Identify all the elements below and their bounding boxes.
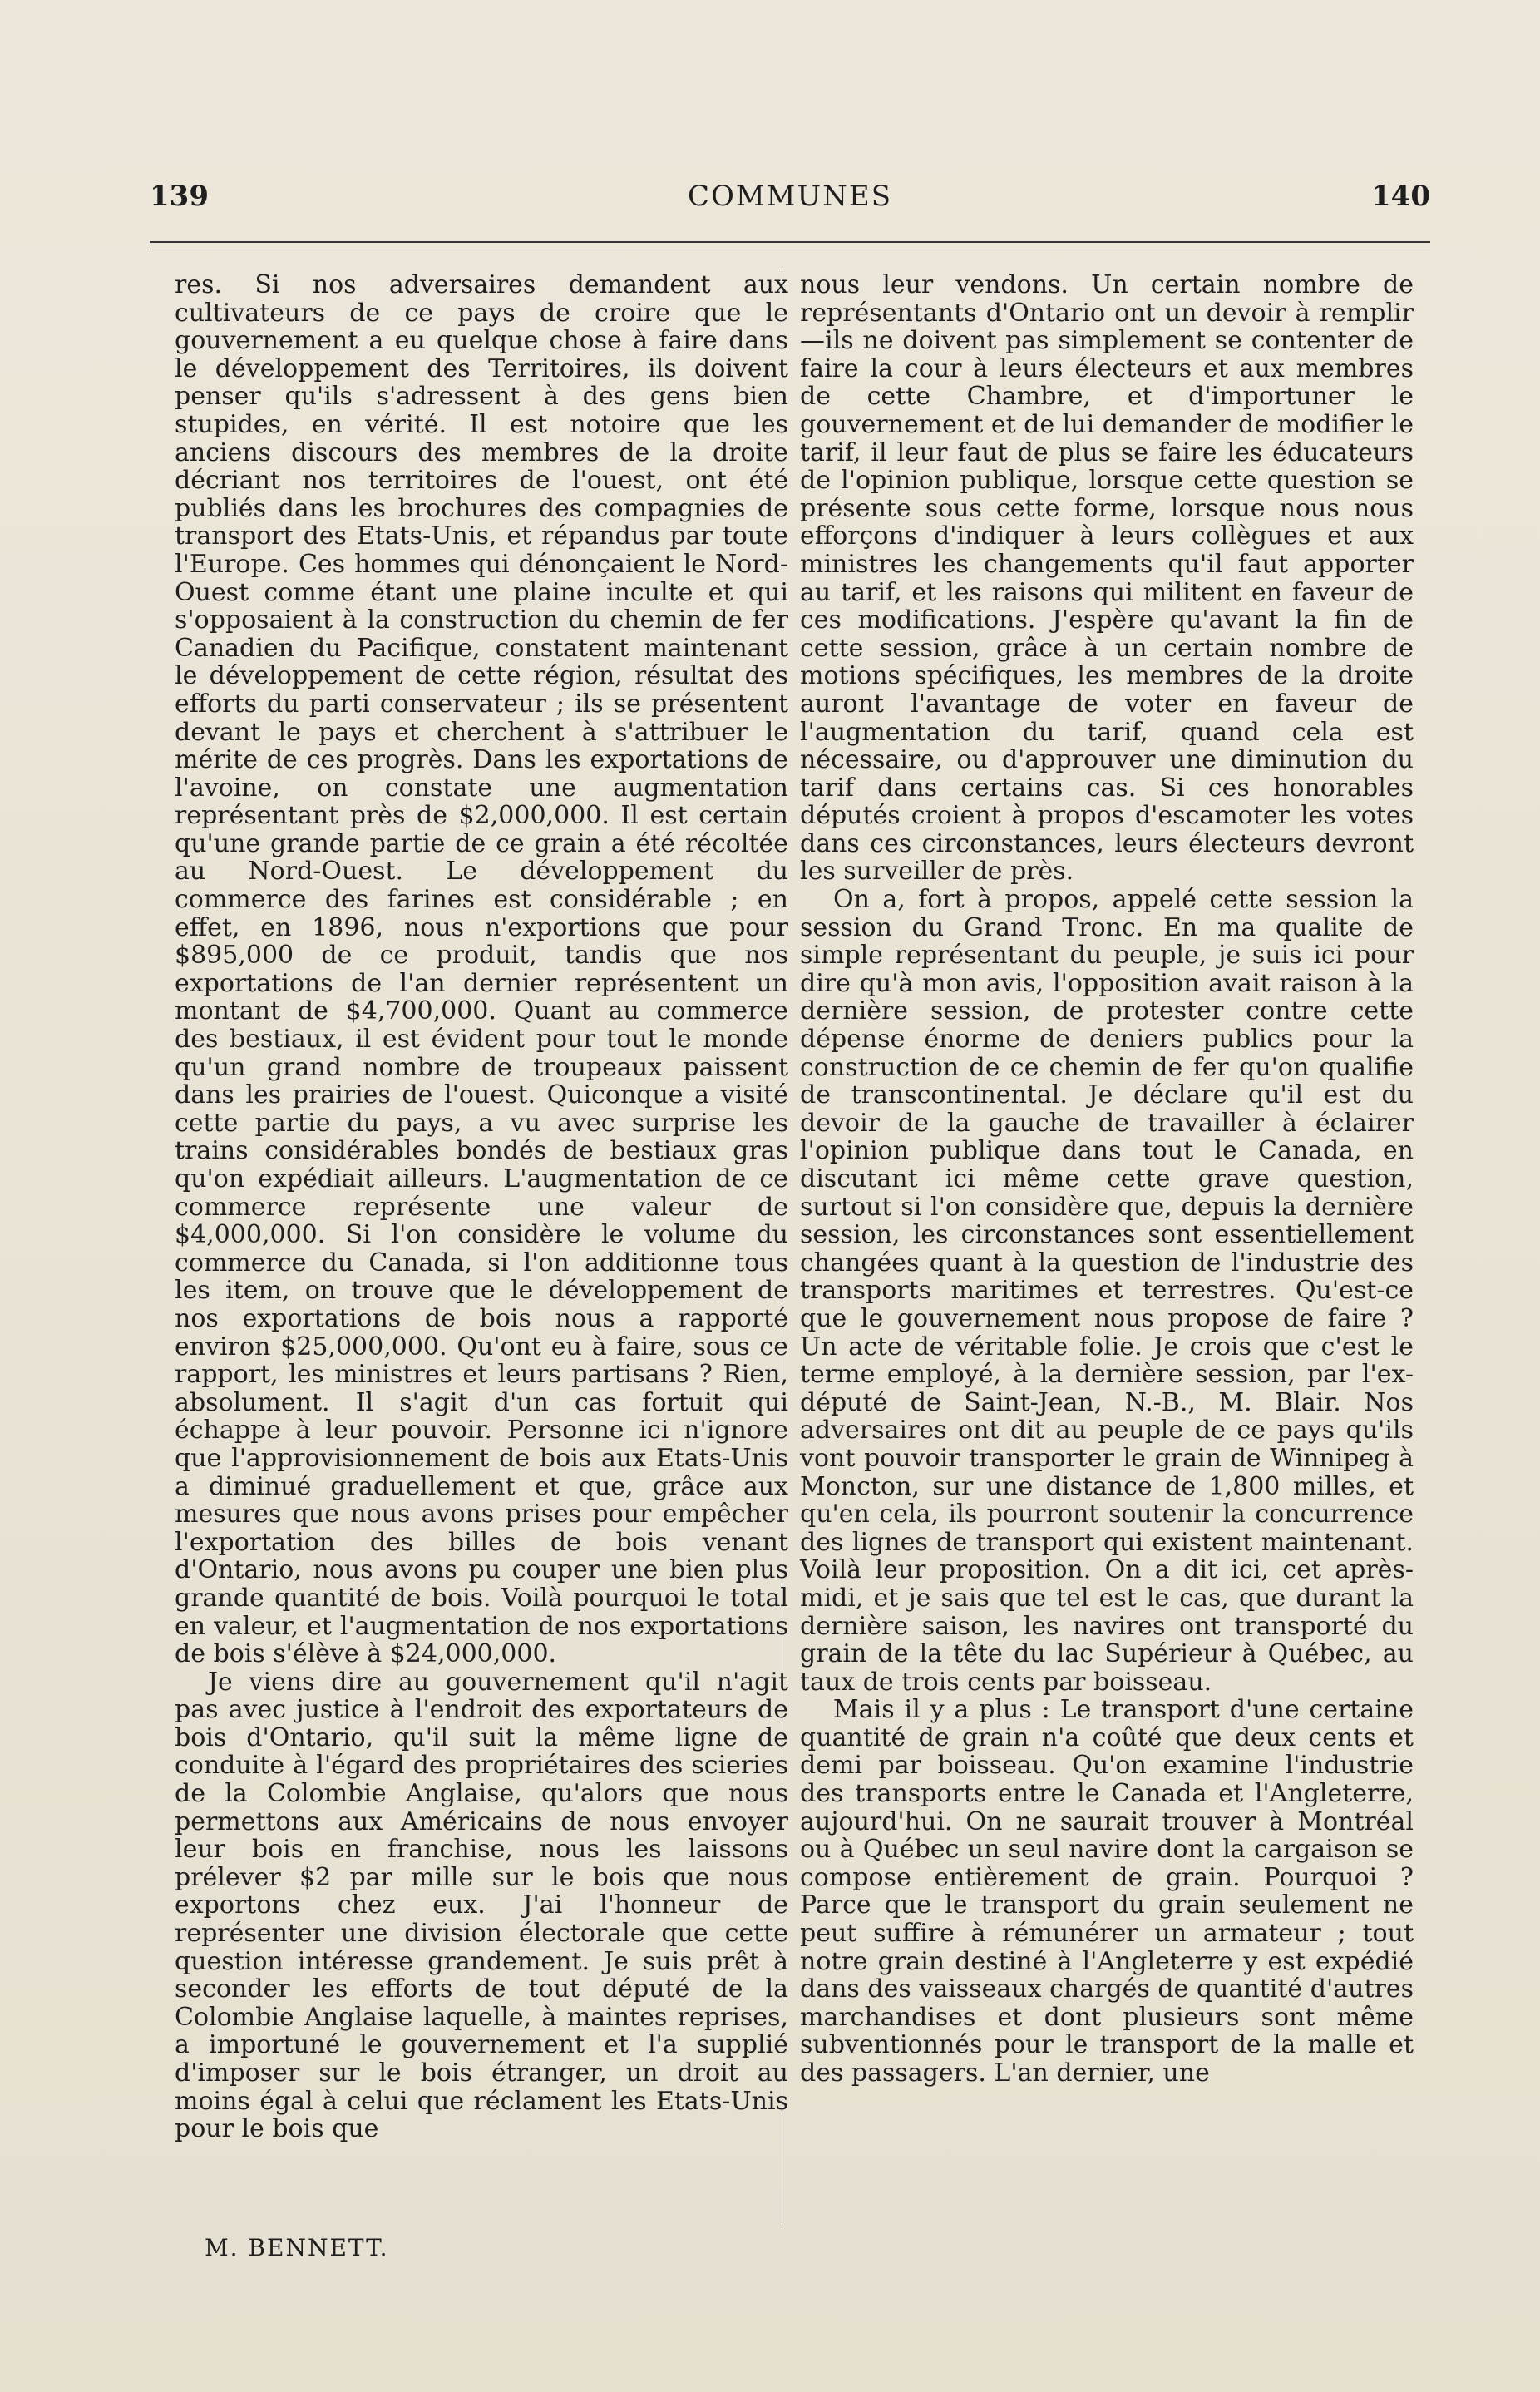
left-paragraph-1: res. Si nos adversaires demandent aux cultivateurs de ce pays de croire que le gouvernement a eu quelque chose à faire dans le développement des Territoires, ils doivent penser qu'ils s'adressent à des gens bien stupides, en vérité. Il est notoire que les anciens discours des membres de la droite décriant nos territoires de l'ouest, ont été publiés dans les brochures des compagnies de transport des Etats-Unis, et répandus par toute l'Europe. Ces hommes qui dénonçaient le Nord-Ouest comme étant une plaine inculte et qui s'opposaient à la construction du chemin de fer Canadien du Pacifique, constatent maintenant le développement de cette région, résultat des efforts du parti conservateur ; ils se présentent devant le pays et cherchent à s'attribuer le mérite de ces progrès. Dans les exportations de l'avoine, on constate une augmentation représentant près de $2,000,000. Il est certain qu'une grande partie de ce grain a été récoltée au Nord-Ouest. Le développement du commerce des farines est considérable ; en effet, en 1896, nous n'exportions que pour $895,000 de ce produit, tandis que nos exportations de l'an dernier représentent un montant de $4,700,000. Quant au commerce des bestiaux, il est évident pour tout le monde qu'un grand nombre de troupeaux paissent dans les prairies de l'ouest. Quiconque a visité cette partie du pays, a vu avec surprise les trains considérables bondés de bestiaux gras qu'on expédiait ailleurs. L'augmentation de ce commerce représente une valeur de $4,000,000. Si l'on considère le volume du commerce du Canada, si l'on additionne tous les item, on trouve que le développement de nos exportations de bois nous a rapporté environ $25,000,000. Qu'ont eu à faire, sous ce rapport, les ministres et leurs partisans ? Rien, absolument. Il s'agit d'un cas fortuit qui échappe à leur pouvoir. Personne ici n'ignore que l'approvisionnement de bois aux Etats-Unis a diminué graduellement et que, grâce aux mesures que nous avons prises pour empêcher l'exportation des billes de bois venant d'Ontario, nous avons pu couper une bien plus grande quantité de bois. Voilà pourquoi le total en valeur, et l'augmentation de nos exportations de bois s'élève à $24,000,000.	[175, 270, 788, 1669]
page-header	[150, 180, 1430, 226]
right-column	[800, 271, 1414, 2088]
left-column	[175, 271, 788, 2143]
speaker-footer: M. BENNETT.	[205, 2234, 389, 2261]
header-rule-thick	[150, 241, 1430, 243]
left-paragraph-2: Je viens dire au gouvernement qu'il n'agit pas avec justice à l'endroit des exportateurs de bois d'Ontario, qu'il suit la même ligne de conduite à l'égard des propriétaires des scieries de la Colombie Anglaise, qu'alors que nous permettons aux Américains de nous envoyer leur bois en franchise, nous les laissons prélever $2 par mille sur le bois que nous exportons chez eux. J'ai l'honneur de représenter une division électorale que cette question intéresse grandement. Je suis prêt à seconder les efforts de tout député de la Colombie Anglaise laquelle, à maintes reprises, a importuné le gouvernement et l'a supplié d'imposer sur le bois étranger, un droit au moins égal à celui que réclament les Etats-Unis pour le bois que	[175, 1667, 788, 2144]
right-paragraph-2: On a, fort à propos, appelé cette session la session du Grand Tronc. En ma qualite de simple représentant du peuple, je suis ici pour dire qu'à mon avis, l'opposition avait raison à la dernière session, de protester contre cette dépense énorme de deniers publics pour la construction de ce chemin de fer qu'on qualifie de transcontinental. Je déclare qu'il est du devoir de la gauche de travailler à éclairer l'opinion publique dans tout le Canada, en discutant ici même cette grave question, surtout si l'on considère que, depuis la dernière session, les circonstances sont essentiellement changées quant à la question de l'industrie des transports maritimes et terrestres. Qu'est-ce que le gouvernement nous propose de faire ? Un acte de véritable folie. Je crois que c'est le terme employé, à la dernière session, par l'ex-député de Saint-Jean, N.-B., M. Blair. Nos adversaires ont dit au peuple de ce pays qu'ils vont pouvoir transporter le grain de Winnipeg à Moncton, sur une distance de 1,800 milles, et qu'en cela, ils pourront soutenir la concurrence des lignes de transport qui existent maintenant. Voilà leur proposition. On a dit ici, cet après-midi, et je sais que tel est le cas, que durant la dernière saison, les navires ont transporté du grain de la tête du lac Supérieur à Québec, au taux de trois cents par boisseau.	[800, 885, 1414, 1697]
running-head: COMMUNES	[687, 180, 893, 213]
right-paragraph-1: nous leur vendons. Un certain nombre de représentants d'Ontario ont un devoir à remplir—ils ne doivent pas simplement se contenter de faire la cour à leurs électeurs et aux membres de cette Chambre, et d'importuner le gouvernement et de lui demander de modifier le tarif, il leur faut de plus se faire les éducateurs de l'opinion publique, lorsque cette question se présente sous cette forme, lorsque nous nous efforçons d'indiquer à leurs collègues et aux ministres les changements qu'il faut apporter au tarif, et les raisons qui militent en faveur de ces modifications. J'espère qu'avant la fin de cette session, grâce à un certain nombre de motions spécifiques, les membres de la droite auront l'avantage de voter en faveur de l'augmentation du tarif, quand cela est nécessaire, ou d'approuver une diminution du tarif dans certains cas. Si ces honorables députés croient à propos d'escamoter les votes dans ces circonstances, leurs électeurs devront les surveiller de près.	[800, 270, 1414, 887]
right-paragraph-3: Mais il y a plus : Le transport d'une certaine quantité de grain n'a coûté que deux cents et demi par boisseau. Qu'on examine l'industrie des transports entre le Canada et l'Angleterre, aujourd'hui. On ne saurait trouver à Montréal ou à Québec un seul navire dont la cargaison se compose entièrement de grain. Pourquoi ? Parce que le transport du grain seulement ne peut suffire à rémunérer un armateur ; tout notre grain destiné à l'Angleterre y est expédié dans des vaisseaux chargés de quantité d'autres marchandises et dont plusieurs sont même subventionnés pour le transport de la malle et des passagers. L'an dernier, une	[800, 1695, 1414, 2088]
page-number-left: 139	[150, 180, 209, 213]
page-number-right: 140	[1371, 180, 1430, 213]
